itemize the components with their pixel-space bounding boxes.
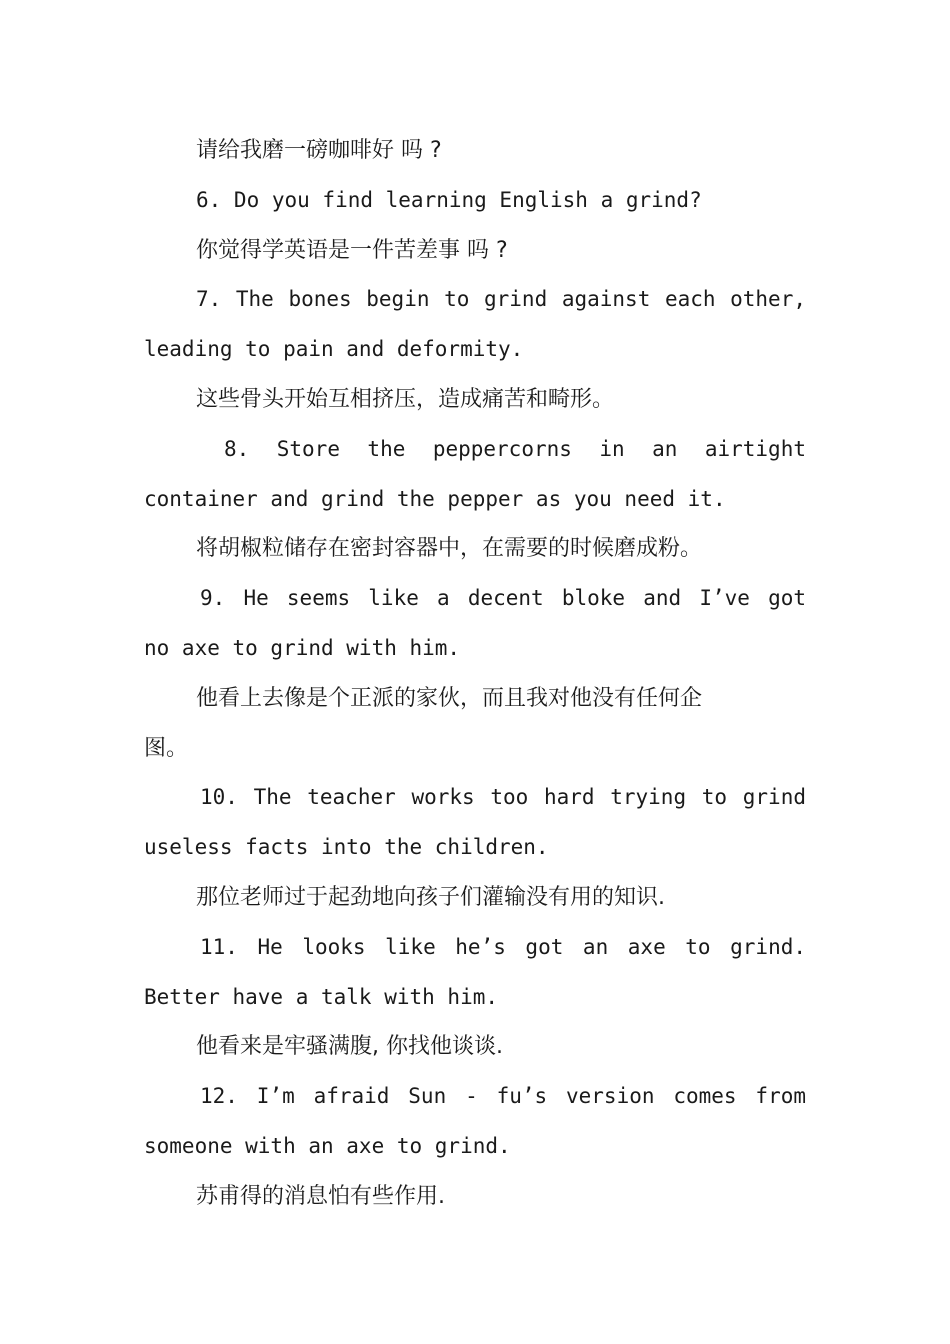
text-line-cn: 苏甫得的消息怕有些作用. xyxy=(196,1183,445,1209)
text-line-cn: 他看来是牢骚满腹, 你找他谈谈. xyxy=(196,1034,503,1060)
text-line-en: 12. I’m afraid Sun - fu’s version comes from xyxy=(200,1084,806,1109)
text-line-en: leading to pain and deformity. xyxy=(144,337,524,362)
text-line-en: 7. The bones begin to grind against each other, xyxy=(196,287,806,312)
text-line-en: container and grind the pepper as you need it. xyxy=(144,486,726,511)
text-line-cn: 图。 xyxy=(144,735,189,761)
text-line-en: Better have a talk with him. xyxy=(144,984,499,1009)
text-line-en: 10. The teacher works too hard trying to grind xyxy=(200,785,806,810)
text-line-cn: 请给我磨一磅咖啡好 吗 ? xyxy=(196,138,442,163)
text-line-cn: 将胡椒粒储存在密封容器中，在需要的时候磨成粉。 xyxy=(196,536,703,562)
text-line-en: 9. He seems like a decent bloke and I’ve got xyxy=(200,586,806,611)
text-line-en: useless facts into the children. xyxy=(144,835,549,860)
text-line-cn: 你觉得学英语是一件苦差事 吗 ? xyxy=(196,237,508,263)
text-line-cn: 那位老师过于起劲地向孩子们灌输没有用的知识. xyxy=(196,884,665,910)
document-page xyxy=(144,126,806,1222)
text-line-en: no axe to grind with him. xyxy=(144,635,461,660)
text-line-en: someone with an axe to grind. xyxy=(144,1133,511,1158)
text-line-cn: 他看上去像是个正派的家伙，而且我对他没有任何企 xyxy=(196,685,703,711)
text-line-cn: 这些骨头开始互相挤压，造成痛苦和畸形。 xyxy=(196,386,615,412)
text-line-en: 11. He looks like he’s got an axe to grind. xyxy=(200,934,806,959)
text-line-en: 6. Do you find learning English a grind? xyxy=(196,187,702,212)
text-line-en: 8. Store the peppercorns in an airtight xyxy=(224,436,806,461)
